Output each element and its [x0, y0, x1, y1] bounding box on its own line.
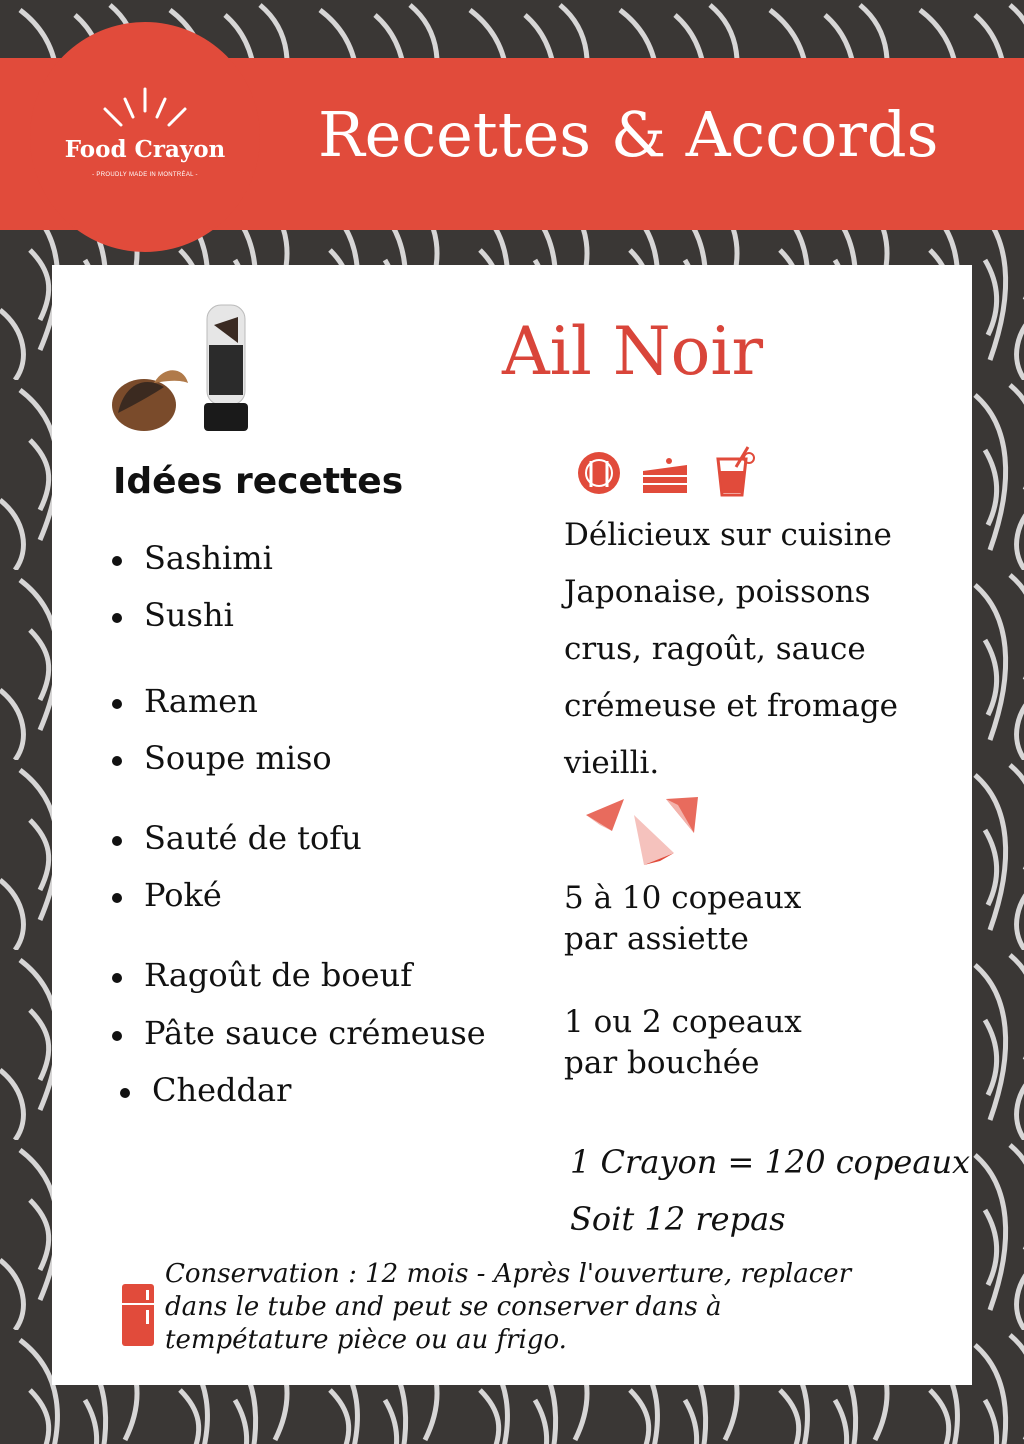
dose-per-plate [564, 878, 801, 960]
dose-per-bite [564, 1002, 802, 1084]
logo-name: Food Crayon [64, 136, 226, 163]
storage-line: dans le tube and peut se conserver dans à [165, 1292, 722, 1322]
dose-line: par assiette [564, 921, 749, 957]
pairing-line: crémeuse et fromage [564, 688, 899, 724]
product-name: Ail Noir [502, 313, 764, 390]
yield-line: 1 Crayon = 120 copeaux [570, 1143, 971, 1181]
recipe-item: Sauté de tofu [144, 819, 362, 857]
plate-cutlery-icon [577, 451, 621, 495]
page-title: Recettes & Accords [318, 98, 939, 171]
recipes-heading: Idées recettes [113, 461, 404, 502]
dose-line: 5 à 10 copeaux [564, 880, 802, 916]
recipe-item: Ramen [144, 682, 258, 720]
pairing-line: Japonaise, poissons [564, 574, 871, 610]
storage-line: tempétature pièce ou au frigo. [165, 1325, 567, 1355]
storage-line: Conservation : 12 mois - Après l'ouverture, replacer [165, 1259, 852, 1289]
recipe-item: Ragoût de boeuf [144, 956, 413, 994]
pairing-line: crus, ragoût, sauce [564, 631, 866, 667]
fridge-icon [120, 1282, 156, 1348]
pairing-line: vieilli. [564, 745, 660, 781]
yield-line: Soit 12 repas [570, 1200, 786, 1238]
cocktail-icon [712, 445, 756, 497]
dose-line: par bouchée [564, 1045, 760, 1081]
storage-info [165, 1258, 925, 1357]
product-photo [104, 295, 254, 435]
pairing-line: Délicieux sur cuisine [564, 517, 892, 553]
recipe-item: Pâte sauce crémeuse [144, 1014, 486, 1052]
dose-line: 1 ou 2 copeaux [564, 1004, 802, 1040]
recipe-item: Sushi [144, 596, 234, 634]
recipe-card [52, 265, 972, 1385]
shavings-icon [582, 795, 702, 870]
pairing-description [564, 507, 954, 792]
recipe-item: Cheddar [152, 1071, 292, 1109]
recipe-item: Poké [144, 876, 222, 914]
cake-icon [639, 451, 691, 495]
sun-rays-icon [95, 85, 195, 130]
logo-tagline: - PROUDLY MADE IN MONTRÉAL - [92, 172, 198, 178]
recipe-item: Soupe miso [144, 739, 332, 777]
recipe-item: Sashimi [144, 539, 273, 577]
